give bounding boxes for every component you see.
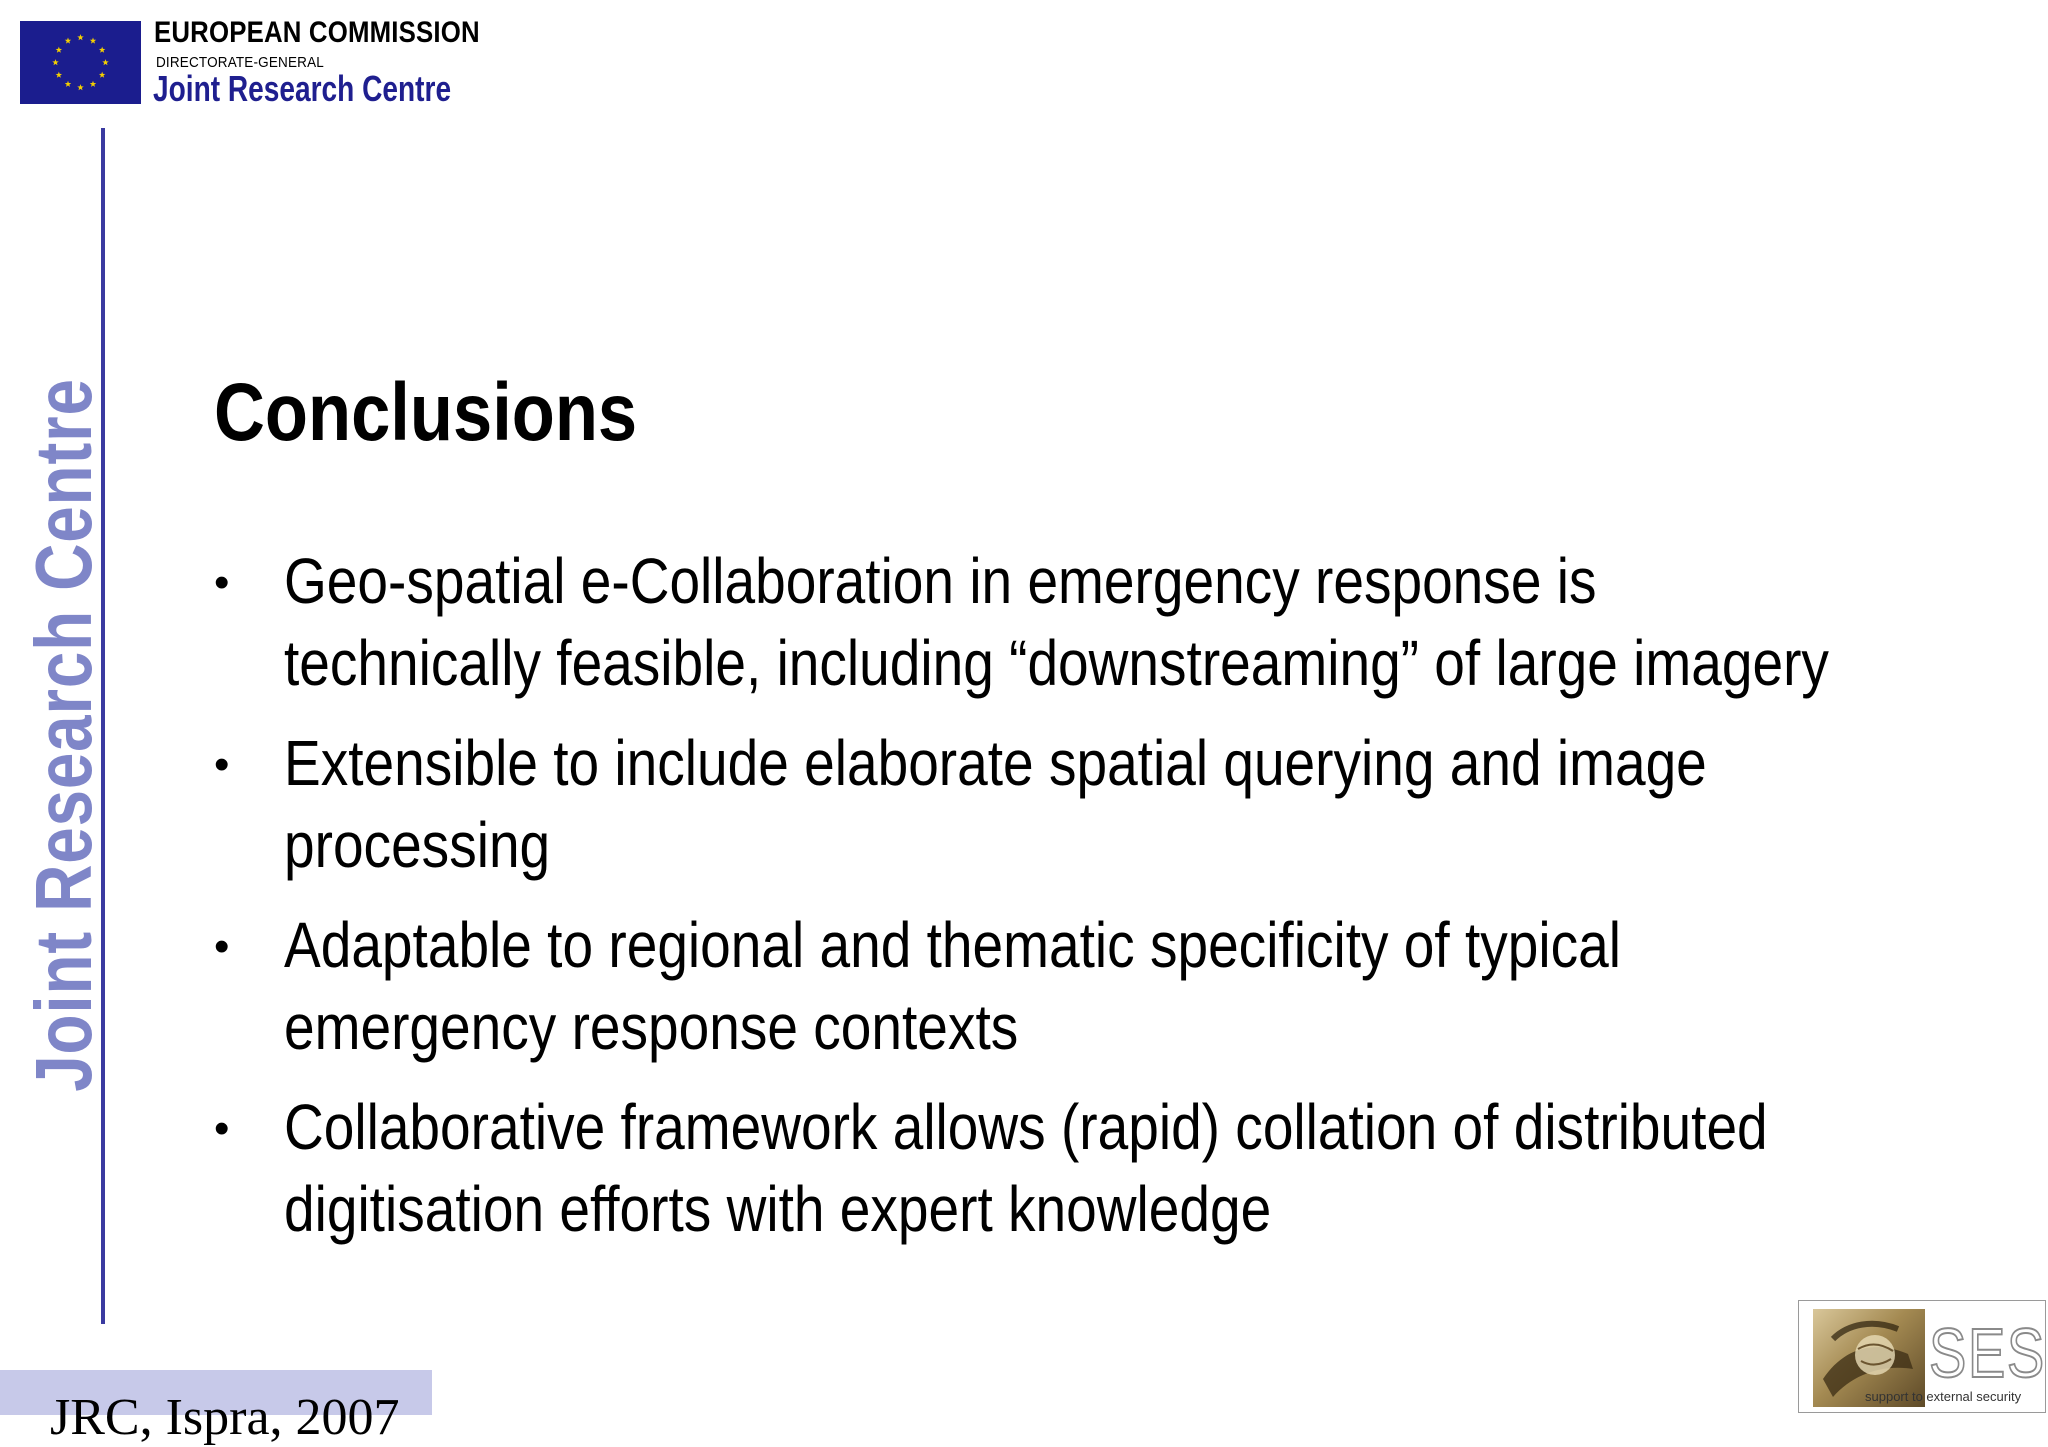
eu-star-icon — [56, 72, 62, 78]
organization-name: EUROPEAN COMMISSION — [154, 16, 480, 49]
bullet-text: Extensible to include elaborate spatial querying and image processing — [284, 727, 1707, 881]
ses-letters: SES — [1929, 1314, 2046, 1392]
eu-flag-icon — [20, 21, 141, 104]
eu-star-icon — [65, 81, 71, 87]
directorate-label: DIRECTORATE-GENERAL — [156, 54, 324, 71]
eu-star-icon — [99, 72, 105, 78]
bullet-list — [214, 540, 2014, 1268]
eu-star-icon — [56, 47, 62, 53]
bullet-marker-icon: • — [214, 922, 230, 971]
bullet-item — [214, 722, 2014, 886]
bullet-text: Geo-spatial e-Collaboration in emergency response is technically feasible, including “downstreaming” of large imagery — [284, 545, 1829, 699]
centre-name: Joint Research Centre — [153, 68, 452, 109]
ses-logo — [1798, 1300, 2046, 1413]
eu-star-icon — [77, 34, 83, 40]
eu-star-icon — [99, 47, 105, 53]
ses-tagline: support to external security — [1865, 1389, 2022, 1404]
bullet-item — [214, 1086, 2014, 1250]
bullet-text: Adaptable to regional and thematic specificity of typical emergency response contexts — [284, 909, 1622, 1063]
bullet-marker-icon: • — [214, 558, 230, 607]
bullet-marker-icon: • — [214, 740, 230, 789]
bullet-text: Collaborative framework allows (rapid) collation of distributed digitisation efforts with expert knowledge — [284, 1091, 1768, 1245]
sidebar-brand: Joint Research Centre — [19, 378, 108, 1092]
eu-star-icon — [52, 59, 58, 65]
slide-title: Conclusions — [214, 367, 638, 458]
bullet-item — [214, 540, 2014, 704]
bullet-item — [214, 904, 2014, 1068]
footer-bar — [0, 1370, 432, 1446]
eu-star-icon — [102, 59, 108, 65]
footer-text: JRC, Ispra, 2007 — [50, 1389, 400, 1446]
eu-star-icon — [90, 81, 96, 87]
eu-star-icon — [65, 37, 71, 43]
bullet-marker-icon: • — [214, 1104, 230, 1153]
eu-star-icon — [77, 84, 83, 90]
eu-star-icon — [90, 37, 96, 43]
